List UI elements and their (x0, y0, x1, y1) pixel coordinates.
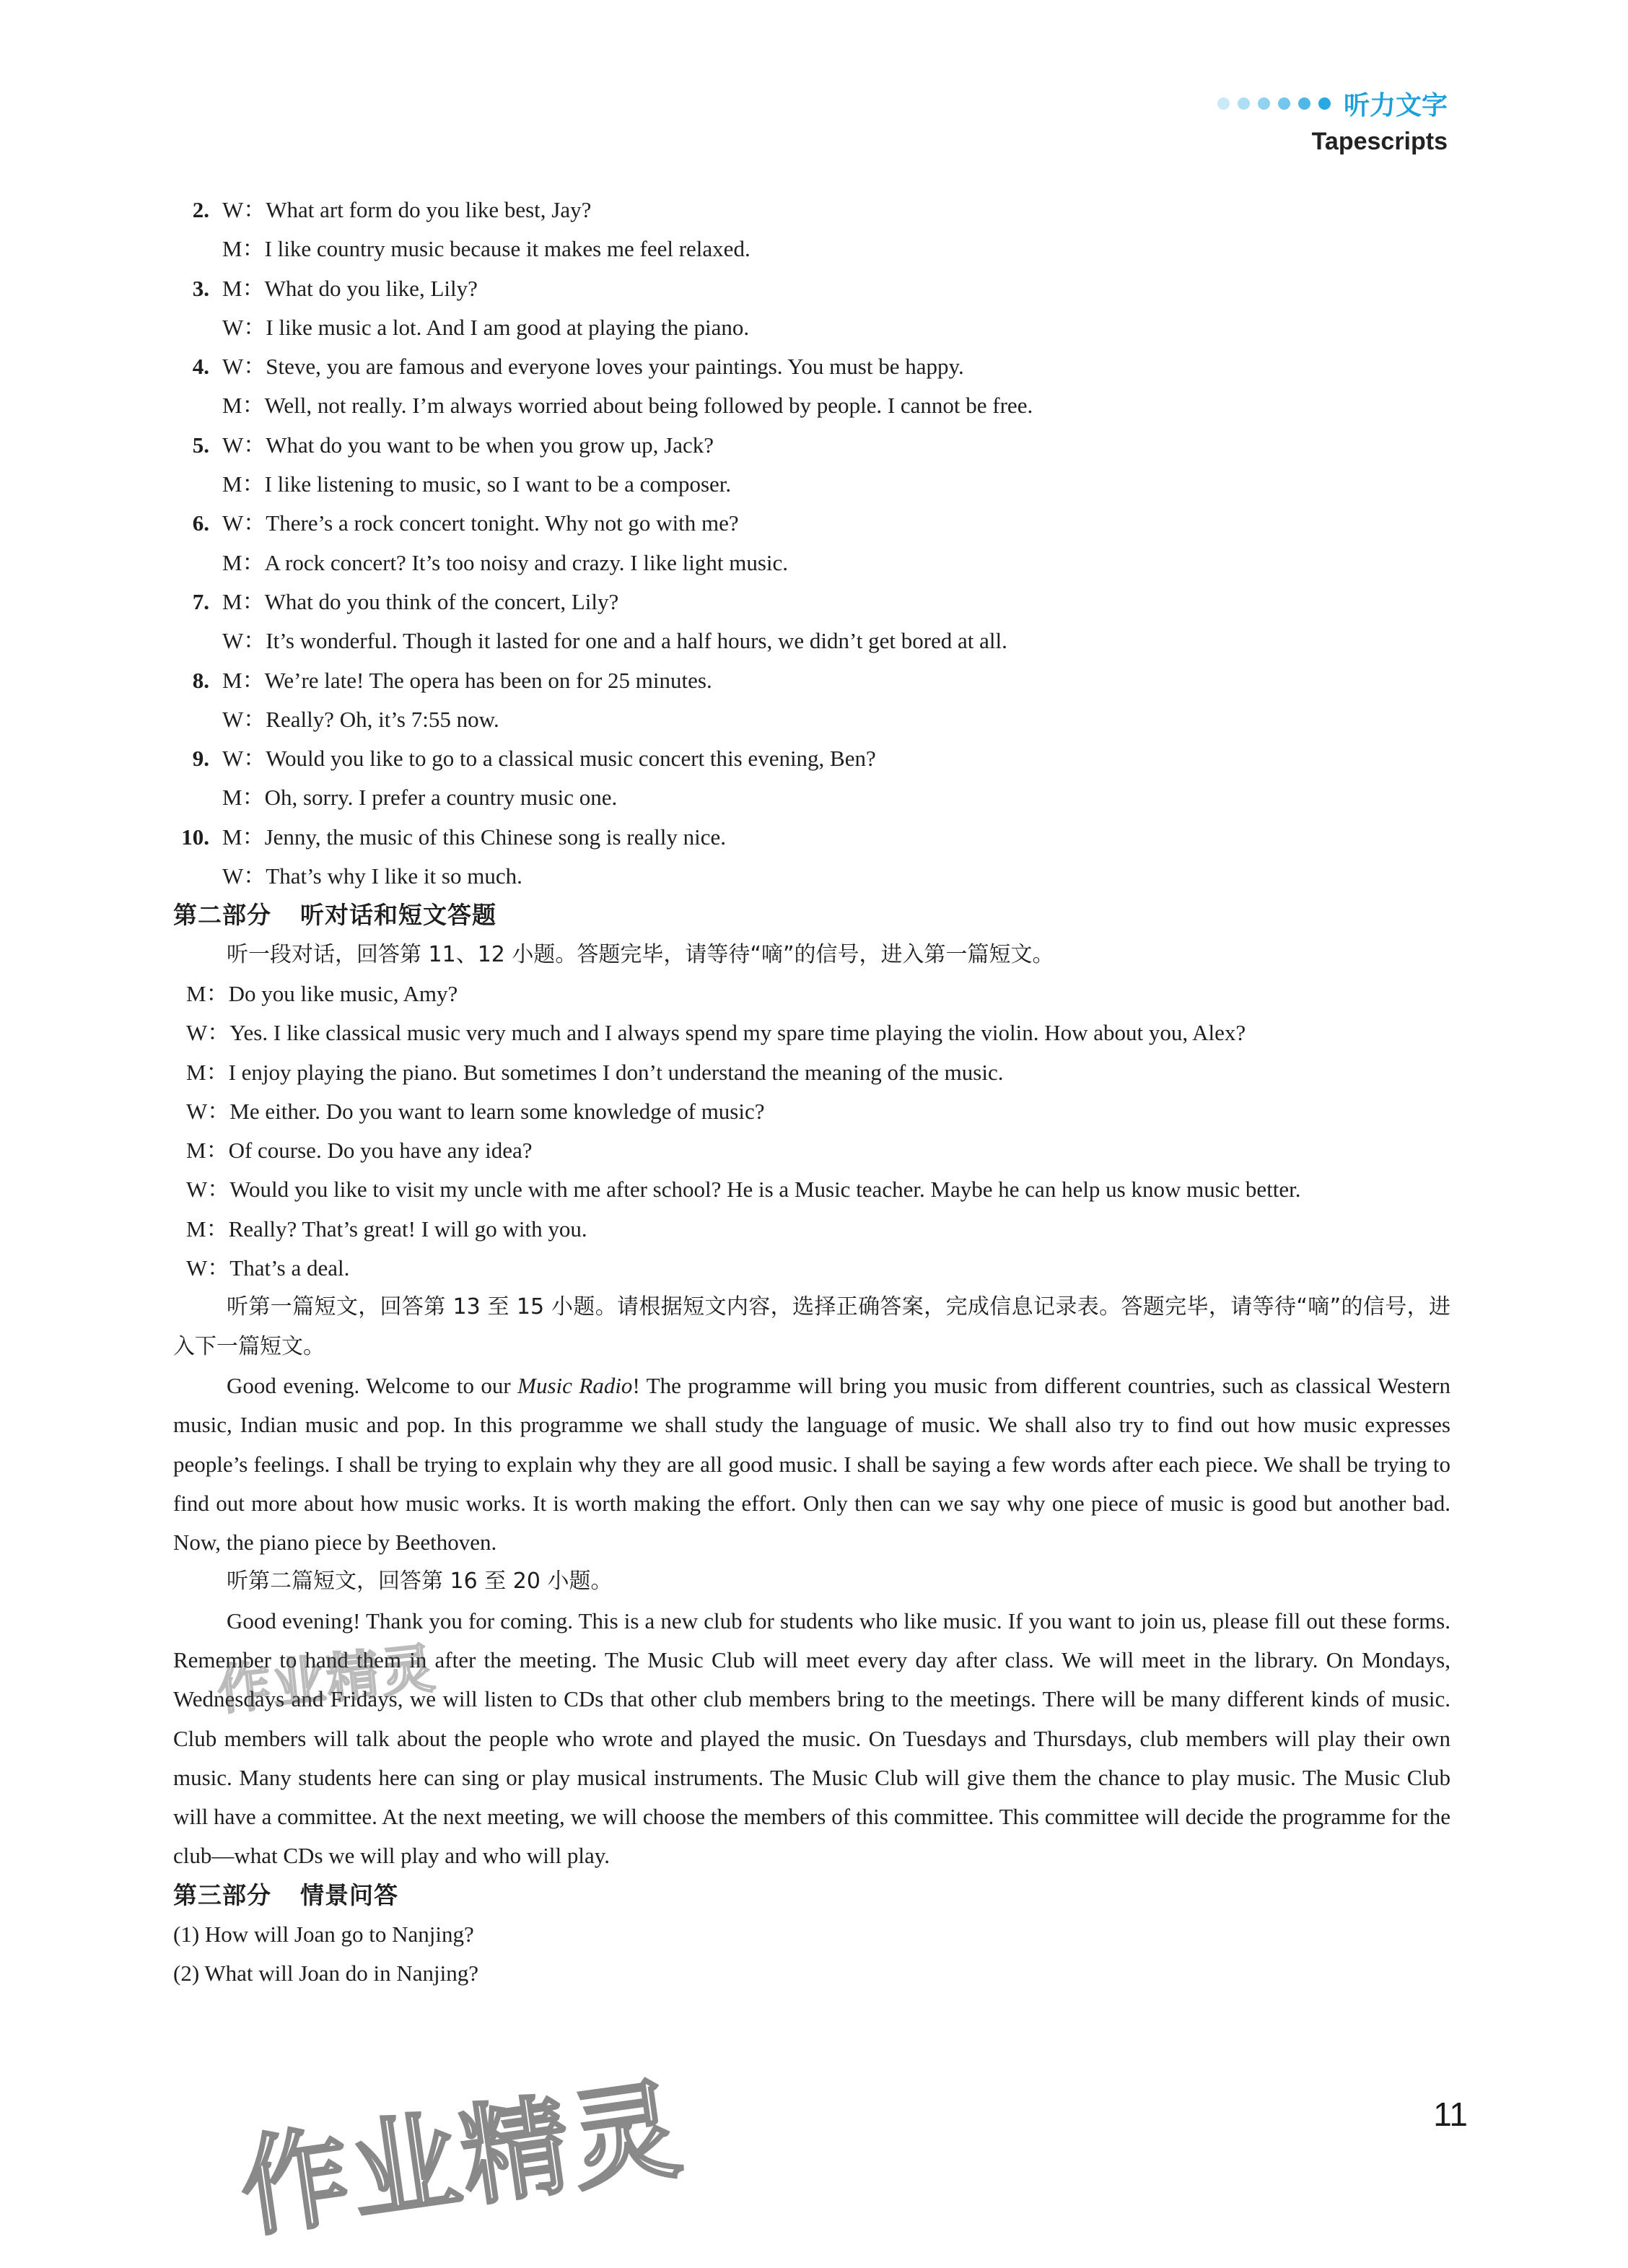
utterance: Would you like to visit my uncle with me after school? He is a Music teacher. Maybe he can help us know music better. (229, 1177, 1301, 1203)
item-7 (173, 583, 1450, 661)
speaker: M： (222, 471, 265, 497)
program-name: Music Radio (517, 1372, 633, 1398)
dialogue-line (173, 857, 1450, 896)
speaker: W： (186, 1255, 230, 1281)
dialogue-line (173, 308, 1450, 347)
speaker: M： (186, 1216, 229, 1242)
utterance: We’re late! The opera has been on for 25 minutes. (264, 667, 712, 693)
utterance: Oh, sorry. I prefer a country music one. (264, 785, 618, 811)
item-number: 8. (192, 667, 209, 693)
dialogue-line (173, 386, 1450, 425)
item-3 (173, 269, 1450, 348)
speaker: W： (186, 1177, 230, 1203)
speaker: W： (222, 746, 266, 772)
speaker: W： (222, 706, 266, 732)
speaker: M： (222, 588, 265, 614)
utterance: Do you like music, Amy? (228, 980, 458, 1006)
utterance: It’s wonderful. Though it lasted for one and a half hours, we didn’t get bored at all. (266, 628, 1007, 654)
speaker: W： (186, 1020, 230, 1046)
utterance: What do you want to be when you grow up, Jack? (266, 432, 714, 458)
speaker: M： (186, 1059, 229, 1085)
question-number: (1) (173, 1922, 200, 1948)
header-subtitle: Tapescripts (1311, 128, 1448, 155)
instruction-text: 听一段对话，回答第 11、12 小题。答题完毕，请等待“嘀”的信号，进入第一篇短文。 (227, 941, 1054, 967)
section-number: 第三部分 (173, 1880, 271, 1909)
instruction-text: 听第二篇短文，回答第 16 至 20 小题。 (227, 1569, 613, 1595)
dialogue-line (173, 1053, 1450, 1092)
item-number: 3. (192, 275, 209, 301)
utterance: What do you like, Lily? (264, 275, 478, 301)
speaker: M： (222, 549, 265, 575)
decorative-dots (1217, 97, 1331, 110)
utterance: There’s a rock concert tonight. Why not go with me? (266, 510, 739, 536)
utterance: A rock concert? It’s too noisy and crazy. I like light music. (264, 549, 789, 575)
item-2 (173, 191, 1450, 269)
passage-1 (173, 1366, 1450, 1562)
passage-2: Good evening! Thank you for coming. This is a new club for students who like music. If you want to join us, please fill out these forms. Remember to hand them in after the meeting. The Music Club will meet every day after class. We will meet in the library. On Mondays, Wednesdays and Fridays, we will listen to CDs that other club members bring to the meetings. There will be many different kinds of music. Club members will talk about the people who wrote and played the music. On Tuesdays and Thursdays, club members will play their own music. Many students here can sing or play musical instruments. The Music Club will give them the chance to play music. The Music Club will have a committee. At the next meeting, we will choose the members of this committee. This committee will decide the programme for the club—what CDs we will play and who will play. (173, 1608, 1450, 1869)
watermark-logo: 作业精灵 (232, 2066, 691, 2253)
header-title: 听力文字 (1343, 91, 1448, 121)
item-number: 9. (192, 746, 209, 772)
item-number: 10. (181, 824, 209, 850)
question-number: (2) (173, 1960, 200, 1986)
dialogue-line (173, 465, 1450, 504)
dialogue-line (173, 347, 1450, 386)
dialogue-line (173, 1131, 1450, 1170)
dialogue-line (173, 583, 1450, 621)
dialogue-line (173, 621, 1450, 660)
utterance: Yes. I like classical music very much and I always spend my spare time playing the violin. How about you, Alex? (229, 1020, 1246, 1046)
speaker: M： (222, 275, 265, 301)
speaker: M： (186, 980, 229, 1006)
utterance: I like country music because it makes me feel relaxed. (264, 236, 750, 262)
item-9 (173, 739, 1450, 818)
item-number: 6. (192, 510, 209, 536)
dialogue-line (173, 778, 1450, 817)
item-8 (173, 661, 1450, 740)
item-number: 4. (192, 354, 209, 380)
speaker: W： (222, 314, 266, 340)
dialogue-line (173, 504, 1450, 543)
speaker: W： (186, 1098, 230, 1124)
dot-icon (1258, 97, 1270, 110)
item-6 (173, 504, 1450, 583)
dialogue-line (173, 739, 1450, 778)
item-5 (173, 426, 1450, 505)
section-heading-part3 (173, 1876, 1450, 1915)
utterance: Steve, you are famous and everyone loves your paintings. You must be happy. (266, 354, 964, 380)
dialogue-line (173, 818, 1450, 857)
dot-icon (1318, 97, 1331, 110)
item-number: 2. (192, 197, 209, 222)
utterance: Well, not really. I’m always worried about being followed by people. I cannot be free. (264, 393, 1033, 419)
part2-dialogue (173, 974, 1450, 1288)
dialogue-line (173, 700, 1450, 739)
dialogue-line (173, 1013, 1450, 1052)
dialogue-line (173, 1210, 1450, 1249)
dialogue-line (173, 191, 1450, 230)
utterance: What art form do you like best, Jay? (266, 197, 592, 222)
dialogue-line (173, 426, 1450, 465)
dialogue-line (173, 974, 1450, 1013)
speaker: M： (222, 785, 265, 811)
passage-text: Good evening. Welcome to our (227, 1372, 518, 1398)
item-10 (173, 818, 1450, 897)
dialogue-line (173, 544, 1450, 583)
utterance: That’s a deal. (229, 1255, 350, 1281)
item-4 (173, 347, 1450, 426)
utterance: Really? That’s great! I will go with you. (228, 1216, 587, 1242)
item-number: 7. (192, 588, 209, 614)
speaker: W： (222, 628, 266, 654)
section-heading-part2 (173, 896, 1450, 935)
utterance: I like music a lot. And I am good at playing the piano. (266, 314, 750, 340)
dialogue-line (173, 1249, 1450, 1288)
speaker: W： (222, 354, 266, 380)
dialogue-line (173, 269, 1450, 308)
page-content (173, 191, 1450, 1994)
question-text: How will Joan go to Nanjing? (204, 1922, 474, 1948)
passage-text: ! The programme will bring you music from different countries, such as classical Western music, Indian music and pop. In this programme we shall study the language of music. We shall also try to find out how music expresses people’s feelings. I shall be trying to explain why they are all good music. I shall be saying a few words after each piece. We shall be trying to find out more about how music works. It is worth making the effort. Only then can we say why one piece of music is good but another bad. Now, the piano piece by Beethoven. (173, 1372, 1450, 1556)
item-number: 5. (192, 432, 209, 458)
utterance: That’s why I like it so much. (266, 863, 522, 889)
page-header (1217, 85, 1448, 156)
dialogue-line (173, 230, 1450, 269)
dot-icon (1298, 97, 1310, 110)
watermark-logo: 作业精灵 (214, 1637, 439, 1722)
speaker: M： (222, 236, 265, 262)
speaker: M： (222, 393, 265, 419)
speaker: W： (222, 510, 266, 536)
dialogue-line (173, 1170, 1450, 1209)
utterance: Really? Oh, it’s 7:55 now. (266, 706, 499, 732)
section-number: 第二部分 (173, 901, 271, 930)
dialogue-line (173, 1092, 1450, 1131)
speaker: M： (222, 824, 265, 850)
page-number: 11 (1433, 2095, 1468, 2133)
dot-icon (1238, 97, 1250, 110)
speaker: M： (222, 667, 265, 693)
speaker: M： (186, 1138, 229, 1164)
dialogue-line (173, 661, 1450, 700)
utterance: Would you like to go to a classical music concert this evening, Ben? (266, 746, 876, 772)
instruction-text: 听第一篇短文，回答第 13 至 15 小题。请根据短文内容，选择正确答案，完成信息记录表。答题完毕，请等待“嘀”的信号，进入下一篇短文。 (173, 1294, 1450, 1359)
section-title: 情景问答 (300, 1880, 398, 1909)
utterance: Jenny, the music of this Chinese song is really nice. (264, 824, 726, 850)
section-title: 听对话和短文答题 (300, 901, 496, 930)
utterance: Of course. Do you have any idea? (228, 1138, 533, 1164)
question-item (173, 1954, 1450, 1993)
question-text: What will Joan do in Nanjing? (204, 1960, 479, 1986)
utterance: I like listening to music, so I want to be a composer. (264, 471, 732, 497)
utterance: Me either. Do you want to learn some knowledge of music? (229, 1098, 765, 1124)
speaker: W： (222, 432, 266, 458)
dot-icon (1217, 97, 1230, 110)
speaker: W： (222, 197, 266, 222)
question-item (173, 1915, 1450, 1954)
utterance: What do you think of the concert, Lily? (264, 588, 619, 614)
utterance: I enjoy playing the piano. But sometimes I don’t understand the meaning of the music. (228, 1059, 1004, 1085)
dot-icon (1278, 97, 1290, 110)
speaker: W： (222, 863, 266, 889)
